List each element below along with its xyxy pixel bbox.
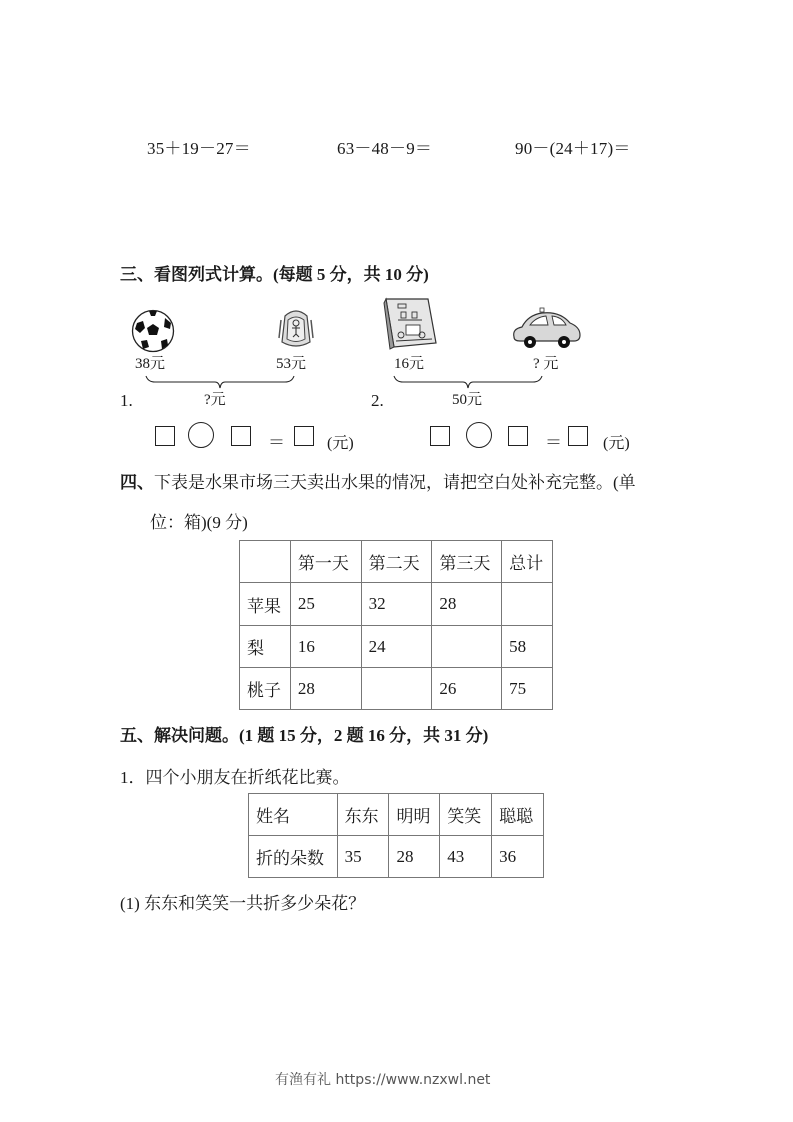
section-4-title: 四、 (120, 473, 154, 492)
header-cell: 笑笑 (440, 794, 492, 836)
table-cell: 36 (492, 836, 544, 878)
blank-cell[interactable] (432, 626, 502, 668)
toy-car-price: ? 元 (533, 356, 559, 372)
equals-sign-1: ＝ (268, 433, 285, 452)
table-header-row (240, 541, 553, 583)
table-cell: 26 (432, 668, 502, 710)
expression-3: 90－(24＋17)＝ (515, 139, 631, 158)
table-cell: 32 (361, 583, 432, 626)
section-5-score: (1 题 15 分，2 题 16 分，共 31 分) (239, 726, 489, 745)
table-row (249, 836, 544, 878)
soccer-ball-icon (131, 309, 175, 353)
expression-1: 35＋19－27＝ (147, 139, 251, 158)
unit-label-2: (元) (603, 435, 630, 452)
operator-circle-1[interactable] (188, 422, 214, 448)
header-cell: 东东 (337, 794, 389, 836)
footer-watermark: 有渔有礼 https://www.nzxwl.net (275, 1072, 491, 1088)
table-cell: 58 (502, 626, 553, 668)
header-cell: 第三天 (432, 541, 502, 583)
header-cell: 第二天 (361, 541, 432, 583)
header-cell (240, 541, 291, 583)
problem-1-number: 1. (120, 391, 133, 410)
soccer-ball-price: 38元 (135, 356, 166, 372)
table-row (240, 626, 553, 668)
table-cell: 28 (432, 583, 502, 626)
table-cell: 43 (440, 836, 492, 878)
table-cell: 35 (337, 836, 389, 878)
problem-2-number: 2. (371, 391, 384, 410)
answer-box-1b[interactable] (231, 426, 251, 446)
section-5-title: 五、解决问题。 (120, 726, 239, 745)
header-cell: 总计 (502, 541, 553, 583)
section-3-title: 三、看图列式计算。 (120, 265, 273, 284)
table-cell: 24 (361, 626, 432, 668)
expression-2: 63－48－9＝ (337, 139, 433, 158)
table-cell: 28 (290, 668, 361, 710)
unit-label-1: (元) (327, 435, 354, 452)
problem-1-total: ?元 (204, 392, 226, 408)
game-box-price: 16元 (394, 356, 425, 372)
equals-sign-2: ＝ (545, 433, 562, 452)
table-header-row (249, 794, 544, 836)
section-4-instruction-line1 (120, 468, 636, 493)
operator-circle-2[interactable] (466, 422, 492, 448)
question-1-intro: 1．四个小朋友在折纸花比赛。 (120, 768, 350, 787)
sub-question-1: (1) 东东和笑笑一共折多少朵花？ (120, 894, 366, 913)
blank-cell[interactable] (502, 583, 553, 626)
game-box-icon (384, 297, 438, 349)
backpack-price: 53元 (276, 356, 307, 372)
answer-box-1c[interactable] (294, 426, 314, 446)
table-cell: 16 (290, 626, 361, 668)
toy-car-icon (510, 305, 584, 351)
fruit-sales-table (239, 540, 553, 710)
table-row (240, 583, 553, 626)
header-cell: 明明 (389, 794, 440, 836)
answer-box-2b[interactable] (508, 426, 528, 446)
section-5-heading (120, 721, 488, 746)
header-cell: 姓名 (249, 794, 338, 836)
header-cell: 第一天 (290, 541, 361, 583)
header-cell: 聪聪 (492, 794, 544, 836)
section-3-score: (每题 5 分，共 10 分) (273, 265, 429, 284)
answer-box-2c[interactable] (568, 426, 588, 446)
row-label: 折的朵数 (249, 836, 338, 878)
answer-box-2a[interactable] (430, 426, 450, 446)
answer-box-1a[interactable] (155, 426, 175, 446)
row-label: 苹果 (240, 583, 291, 626)
section-3-heading (120, 260, 429, 285)
row-label: 梨 (240, 626, 291, 668)
blank-cell[interactable] (361, 668, 432, 710)
section-4-instruction-line2: 位：箱)(9 分) (150, 513, 248, 532)
section-4-text: 下表是水果市场三天卖出水果的情况，请把空白处补充完整。(单 (154, 473, 636, 492)
problem-2-total: 50元 (452, 392, 483, 408)
backpack-icon (277, 306, 315, 350)
table-row (240, 668, 553, 710)
paper-flower-table (248, 793, 544, 878)
table-cell: 75 (502, 668, 553, 710)
row-label: 桃子 (240, 668, 291, 710)
table-cell: 28 (389, 836, 440, 878)
table-cell: 25 (290, 583, 361, 626)
